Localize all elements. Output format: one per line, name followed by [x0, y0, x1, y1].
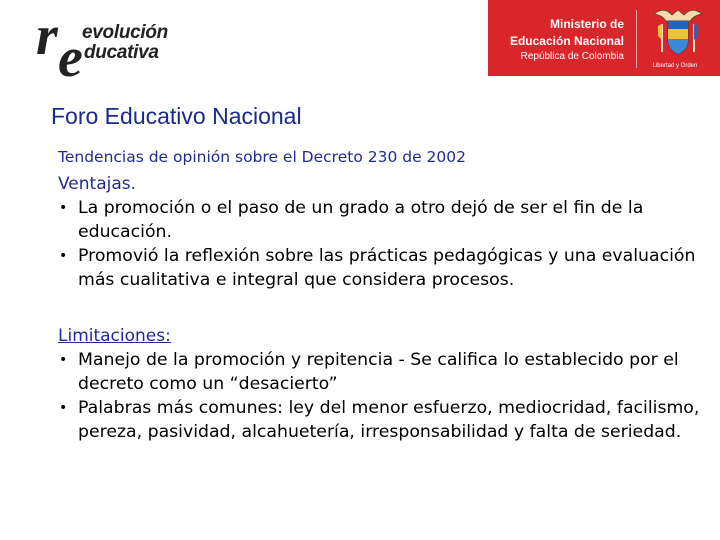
list-item: [58, 244, 708, 292]
slide-title: Foro Educativo Nacional: [51, 103, 302, 129]
spacer: [58, 292, 708, 324]
logo-initial-e: e: [58, 27, 83, 89]
banner-divider: [636, 10, 637, 68]
bullet-icon: •: [59, 352, 68, 368]
bullet-icon: •: [59, 400, 68, 416]
bullet-text: La promoción o el paso de un grado a otro dejó de ser el fin de la educación.: [78, 198, 644, 242]
slide-content: [58, 146, 708, 444]
bullet-text: Manejo de la promoción y repitencia - Se califica lo establecido por el decreto como un “desacierto”: [78, 350, 679, 394]
ministry-motto: Libertad y Orden: [652, 63, 698, 69]
slide-subtitle: Tendencias de opinión sobre el Decreto 230 de 2002: [58, 148, 466, 166]
limitaciones-list: [58, 348, 708, 444]
list-item: [58, 348, 708, 396]
list-item: [58, 196, 708, 244]
ministry-line-1: Ministerio de: [549, 17, 624, 31]
ministry-banner: [488, 0, 720, 76]
bullet-text: Promovió la reflexión sobre las prácticas pedagógicas y una evaluación más cualitativa e integral que considera procesos.: [78, 246, 696, 290]
ventajas-list: [58, 196, 708, 292]
list-item: [58, 396, 708, 444]
bullet-text: Palabras más comunes: ley del menor esfuerzo, mediocridad, facilismo, pereza, pasividad, alcahuetería, irresponsabilidad y falta de seriedad.: [78, 398, 700, 442]
logo-initial-r: r: [36, 5, 58, 67]
ministry-line-2: Educación Nacional: [509, 34, 624, 48]
ministry-line-3: República de Colombia: [520, 51, 624, 62]
bullet-icon: •: [59, 200, 68, 216]
logo-word-educativa: ducativa: [84, 42, 159, 63]
limitaciones-label: Limitaciones:: [58, 326, 171, 346]
revolucion-educativa-logo: [36, 5, 196, 89]
colombia-coat-of-arms-icon: [648, 6, 708, 58]
logo-word-revolucion: evolución: [82, 22, 168, 43]
bullet-icon: •: [59, 248, 68, 264]
ventajas-label: Ventajas.: [58, 174, 137, 194]
